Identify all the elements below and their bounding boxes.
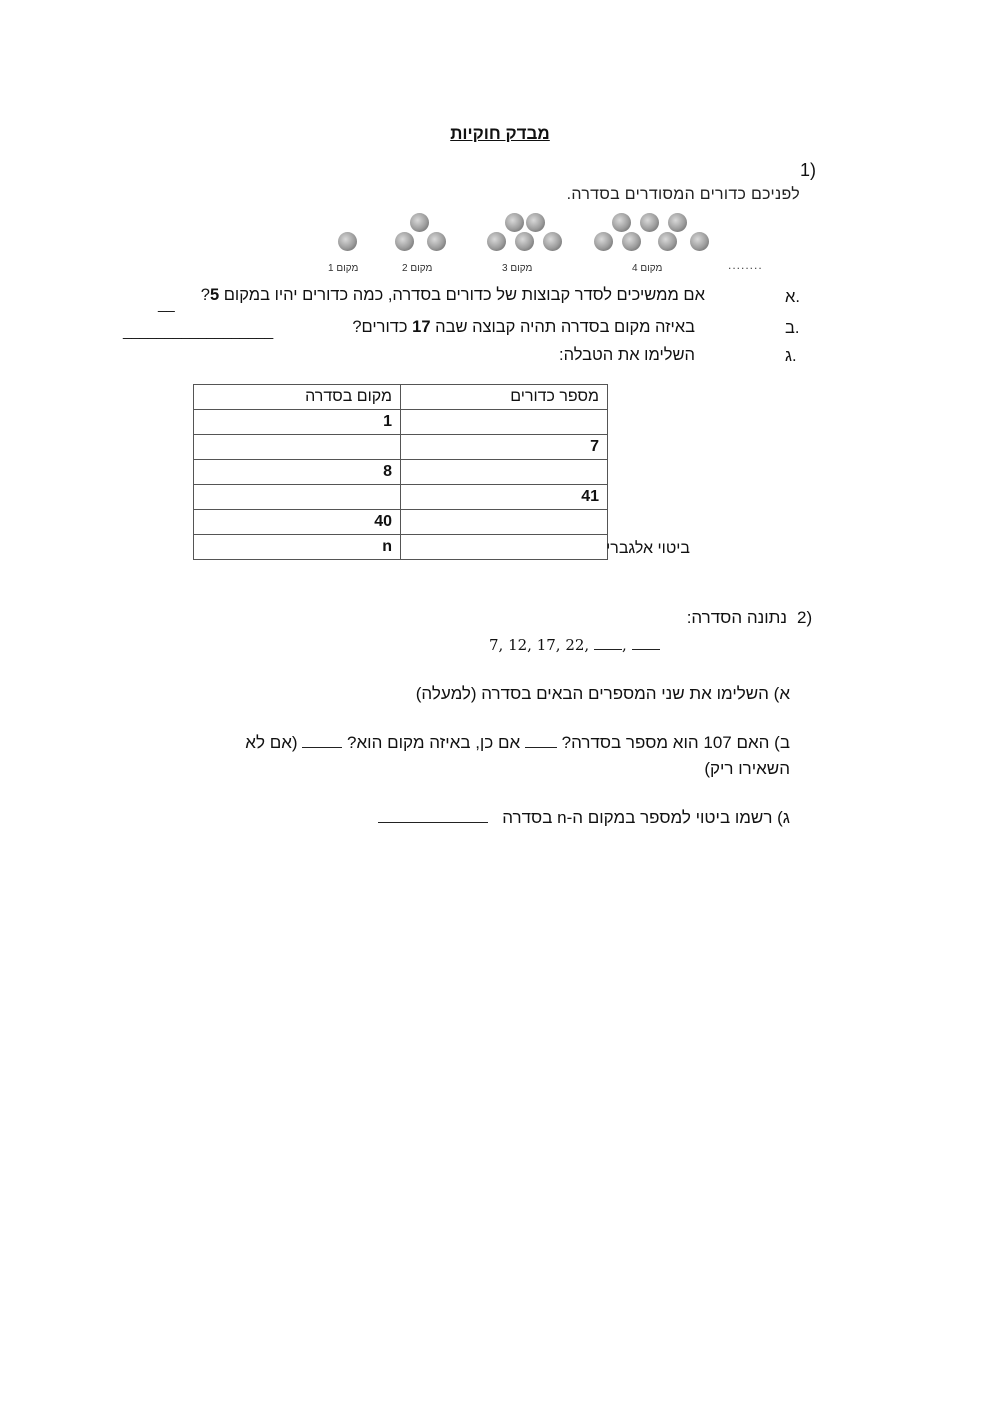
question-1-number: 1) xyxy=(800,160,817,180)
table-row xyxy=(194,410,608,435)
ball xyxy=(622,232,641,251)
q1-a-answer-blank[interactable]: __ xyxy=(158,296,175,313)
q2-b-line-2: השאירו ריק) xyxy=(704,759,790,778)
q1-b-text xyxy=(352,318,695,337)
q1-a-letter: א. xyxy=(785,288,800,306)
q2-b-line-1 xyxy=(245,733,790,753)
q2-b-part-1: ב) האם 107 הוא מספר בסדרה? xyxy=(561,733,790,752)
q1-a-text-after: ? xyxy=(200,286,210,304)
cell-place[interactable] xyxy=(194,485,401,510)
page-title: מבדק חוקיות xyxy=(450,124,550,143)
sequence: 7, 12, 17, 22, , xyxy=(489,636,660,654)
cell-place[interactable]: n xyxy=(194,535,401,560)
place-label-3: מקום 3 xyxy=(502,263,533,274)
ellipsis: ........ xyxy=(728,258,763,272)
ball xyxy=(690,232,709,251)
cell-place[interactable]: 1 xyxy=(194,410,401,435)
q1-b-number: 17 xyxy=(412,318,431,336)
question-2-number: 2) xyxy=(797,608,813,627)
ball xyxy=(395,232,414,251)
question-1-intro: לפניכם כדורים המסודרים בסדרה. xyxy=(566,186,800,203)
q2-a-text: א) השלימו את שני המספרים הבאים בסדרה (למעלה) xyxy=(415,684,790,703)
cell-place[interactable]: 8 xyxy=(194,460,401,485)
sequence-blank[interactable] xyxy=(594,649,622,650)
q1-a-number: 5 xyxy=(209,286,220,304)
table-row xyxy=(194,535,608,560)
question-2-intro: נתונה הסדרה: xyxy=(686,608,787,627)
cell-place[interactable] xyxy=(194,435,401,460)
table-row xyxy=(194,435,608,460)
q2-c-text: ג) רשמו ביטוי למספר במקום ה-n בסדרה xyxy=(502,808,790,827)
q2-c-blank[interactable] xyxy=(378,822,488,823)
ball xyxy=(526,213,545,232)
ball xyxy=(658,232,677,251)
q1-b-answer-blank[interactable]: __________________ xyxy=(123,323,274,340)
ball xyxy=(505,213,524,232)
ball xyxy=(668,213,687,232)
table-row xyxy=(194,510,608,535)
header-balls: מספר כדורים xyxy=(401,385,608,410)
q2-b-part-2: אם כן, באיזה מקום הוא? xyxy=(347,733,521,752)
q1-b-text-after: כדורים? xyxy=(352,318,413,336)
ball xyxy=(338,232,357,251)
ball xyxy=(410,213,429,232)
balls-figure xyxy=(300,205,800,280)
cell-balls[interactable]: 7 xyxy=(401,435,608,460)
cell-balls[interactable] xyxy=(401,410,608,435)
sequence-values: 7, 12, 17, 22, xyxy=(489,636,590,654)
q2-b-blank-1[interactable] xyxy=(525,747,557,748)
q1-c-letter: ג. xyxy=(785,347,797,365)
table-row xyxy=(194,485,608,510)
ball xyxy=(640,213,659,232)
q2-b-blank-2[interactable] xyxy=(302,747,342,748)
cell-balls[interactable] xyxy=(401,535,608,560)
place-label-4: מקום 4 xyxy=(632,263,663,274)
ball xyxy=(515,232,534,251)
cell-balls[interactable] xyxy=(401,460,608,485)
ball xyxy=(543,232,562,251)
place-label-1: מקום 1 xyxy=(328,263,359,274)
cell-balls[interactable] xyxy=(401,510,608,535)
q2-c-line xyxy=(378,808,790,828)
q1-c-text: השלימו את הטבלה: xyxy=(559,346,695,364)
q1-a-text-before: אם ממשיכים לסדר קבוצות של כדורים בסדרה, כמה כדורים יהיו במקום xyxy=(219,286,705,304)
cell-balls[interactable]: 41 xyxy=(401,485,608,510)
q1-b-text-before: באיזה מקום בסדרה תהיה קבוצה שבה xyxy=(430,318,695,336)
algebraic-expression-label: ביטוי אלגברי xyxy=(606,540,690,557)
pattern-table xyxy=(193,384,608,560)
ball xyxy=(427,232,446,251)
header-place: מקום בסדרה xyxy=(194,385,401,410)
ball xyxy=(594,232,613,251)
sequence-blank[interactable] xyxy=(632,649,660,650)
table-header-row xyxy=(194,385,608,410)
place-label-2: מקום 2 xyxy=(402,263,433,274)
ball xyxy=(612,213,631,232)
q1-b-letter: ב. xyxy=(785,319,800,337)
table-row xyxy=(194,460,608,485)
q1-a-text xyxy=(201,286,705,305)
ball xyxy=(487,232,506,251)
q2-b-part-3: (אם לא xyxy=(245,733,298,752)
cell-place[interactable]: 40 xyxy=(194,510,401,535)
